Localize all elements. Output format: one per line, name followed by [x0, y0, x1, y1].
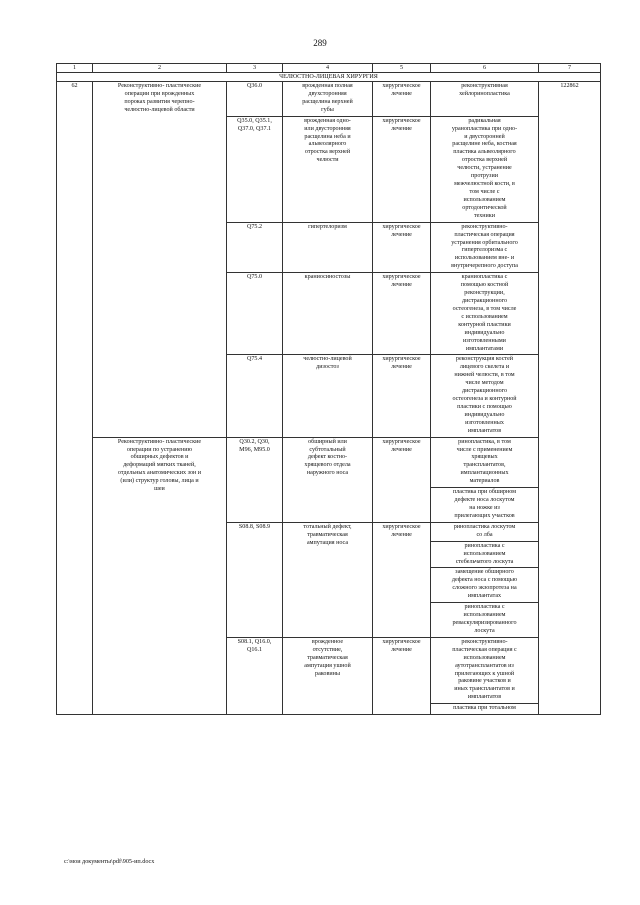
column-number-row [57, 64, 601, 73]
cell-line: операции по устранению [126, 446, 193, 453]
cell-line: шеи [154, 486, 165, 493]
cell-line: раковине участков и [458, 678, 511, 685]
cell-line: и двусторонней [464, 133, 505, 140]
cell-line: обширных дефектов и [130, 454, 189, 461]
cell-line: со лба [476, 531, 493, 538]
cell-line: отсутствие, [312, 646, 343, 653]
cell-line: остеогенеза и контурной [452, 396, 517, 403]
cell-line: стебельчатого лоскута [455, 558, 514, 565]
treatment-method [431, 355, 539, 437]
cell-line: хирургическое [382, 438, 421, 445]
diagnosis-description [283, 82, 373, 117]
cell-line: Q75.2 [246, 223, 263, 230]
cell-line: пластики с помощью [457, 403, 512, 410]
treatment-method [431, 437, 539, 488]
cell-line: материалов [469, 478, 500, 485]
cell-line: числе с применением [456, 446, 513, 453]
cell-line: хирургическое [382, 523, 421, 530]
diagnosis-code [227, 437, 283, 522]
cell-line: челюсти, устранение [457, 165, 512, 172]
cell-line: отростка верхней [461, 157, 508, 164]
cell-line: дизостоз [316, 364, 339, 371]
cell-line: ортодонтической [462, 204, 507, 211]
column-number-5: 5 [373, 64, 431, 73]
cell-line: челюсти [316, 157, 339, 164]
cell-line: хирургическое [382, 274, 421, 281]
treatment-method [431, 704, 539, 715]
diagnosis-description [283, 116, 373, 222]
cell-line: аутотрансплантатов из [455, 662, 514, 669]
cell-line: пластика при тотальном [453, 705, 516, 712]
cell-line: хирургическое [382, 83, 421, 89]
cell-line: ампутация носа [306, 539, 349, 546]
column-number-6: 6 [431, 64, 539, 73]
cell-line: с использованием [461, 313, 508, 320]
cell-line: Q16.1 [246, 646, 263, 653]
cell-line: Q75.0 [246, 274, 263, 281]
cell-line: расщелина неба и [304, 133, 351, 140]
treatment-method [431, 637, 539, 703]
diagnosis-code [227, 637, 283, 714]
cell-line: Q35.0, Q35.1, [237, 117, 272, 124]
cell-line: имплантатов [467, 427, 502, 434]
diagnosis-code [227, 522, 283, 637]
cell-line: использованием [463, 612, 506, 619]
cell-line: альвеолярного [308, 141, 347, 148]
diagnosis-code [227, 273, 283, 355]
cell-line: дефекта носа с помощью [451, 577, 518, 584]
cell-line: дефекте носа лоскутом [454, 497, 515, 504]
treatment-type [373, 273, 431, 355]
cell-line: Реконструктивно- пластические [117, 83, 202, 89]
cell-line: помощью костной [460, 282, 509, 289]
cell-line: губы [321, 106, 334, 113]
cell-line: использованием [463, 550, 506, 557]
cell-line: реконструкция костей [455, 356, 514, 363]
footer-file-path: c:\мои документы\pdf\905-ип.docx [64, 858, 155, 865]
cell-line: трансплантатов, [463, 462, 506, 469]
cell-line: изготовленными [463, 337, 506, 344]
cell-line: иных трансплантатов и [454, 686, 515, 693]
cell-line: радикальная [468, 117, 501, 124]
cell-line: краниосиностозы [304, 274, 351, 281]
diagnosis-code [227, 222, 283, 273]
cell-line: отдельных анатомических зон и [117, 470, 202, 477]
treatment-type [373, 222, 431, 273]
column-number-1: 1 [57, 64, 93, 73]
cell-line: контурной пластики [458, 321, 511, 328]
cell-line: лечение [391, 446, 412, 453]
diagnosis-description [283, 637, 373, 714]
diagnosis-code [227, 355, 283, 437]
cell-line: хирургическое [382, 117, 421, 124]
cell-line: хрящевых [471, 454, 498, 461]
table-row [57, 82, 601, 117]
treatment-method [431, 568, 539, 603]
cell-line: раковины [315, 670, 340, 677]
cell-line: дистракционного [461, 388, 508, 395]
cell-line: субтотальный [309, 446, 346, 453]
cell-line: ринопластика с [464, 542, 505, 549]
cell-line: (или) структур головы, лица и [120, 478, 199, 485]
cell-line: техники [473, 212, 496, 219]
cell-line: Q37.0, Q37.1 [237, 125, 272, 132]
group-name [93, 82, 227, 438]
cell-line: замещение обширного [455, 569, 514, 576]
cell-line: хрящевого отдела [304, 462, 351, 469]
diagnosis-description [283, 355, 373, 437]
cell-line: хирургическое [382, 356, 421, 363]
cell-line: обширный или [308, 438, 347, 445]
column-number-7: 7 [539, 64, 601, 73]
cell-line: гипертелоризм [308, 223, 347, 230]
cell-line: ринопластика, в том [458, 438, 511, 445]
cell-line: дефект костно- [307, 454, 348, 461]
cell-line: лоскута [474, 627, 495, 634]
diagnosis-code [227, 82, 283, 117]
treatment-method [431, 522, 539, 541]
cell-line: лечение [391, 531, 412, 538]
cell-line: индивидуально [464, 329, 505, 336]
cell-line: хирургическое [382, 638, 421, 645]
cell-line: лечение [391, 282, 412, 289]
cell-line: хирургическое [382, 223, 421, 230]
diagnosis-description [283, 522, 373, 637]
cell-line: использованием [463, 196, 506, 203]
cell-line: нижней челюсти, в том [454, 372, 515, 379]
column-number-4: 4 [283, 64, 373, 73]
cell-line: реконструктивно- [461, 638, 508, 645]
cell-line: врожденная одно- [304, 117, 351, 124]
cell-line: операции при врожденных [124, 90, 195, 97]
cell-line: имплантатах [467, 593, 502, 600]
cell-line: Q36.0 [246, 83, 263, 89]
cell-line: прилегающих участков [454, 512, 515, 519]
cell-line: имплантационных [460, 470, 509, 477]
treatment-type [373, 522, 431, 637]
cell-line: сложного экзопротеза на [452, 585, 517, 592]
cell-line: числе методом [465, 380, 504, 387]
cell-line: ринопластика с [464, 604, 505, 611]
cell-line: пороках развития черепно- [124, 98, 195, 105]
cell-line: лечение [391, 231, 412, 238]
cell-line: деформаций мягких тканей, [123, 462, 196, 469]
cell-line: наружного носа [306, 470, 349, 477]
cell-line: лечение [391, 646, 412, 653]
cell-line: использованием вне- и [454, 255, 515, 262]
cell-line: врожденная полная [302, 83, 353, 89]
table-row [57, 437, 601, 488]
cell-line: том числе с [469, 188, 500, 195]
cell-line: дистракционного [461, 297, 508, 304]
cell-line: пластика альвеолярного [453, 149, 516, 156]
treatment-method [431, 541, 539, 568]
group-name [93, 437, 227, 715]
cell-line: Q30.2, Q30, [239, 438, 270, 445]
cell-line: S08.8, S08.9 [238, 523, 271, 530]
cell-line: ампутация ушной [304, 662, 351, 669]
cell-line: реконструкции, [464, 290, 505, 297]
group-number [57, 82, 93, 715]
cell-line: лицевого скелета и [459, 364, 510, 371]
cell-line: хейлоринопластика [459, 90, 510, 97]
price-value [539, 82, 601, 715]
column-number-2: 2 [93, 64, 227, 73]
cell-line: ринопластика лоскутом [453, 523, 516, 530]
cell-line: гипертелоризма с [461, 247, 508, 254]
treatment-type [373, 82, 431, 117]
treatment-type [373, 116, 431, 222]
cell-line: Реконструктивно- пластические [117, 438, 202, 445]
cell-line: лечение [391, 90, 412, 97]
cell-line: врожденное [311, 638, 344, 645]
section-row [57, 73, 601, 82]
cell-line: изготовленных [465, 419, 504, 426]
cell-line: пластическая операция [454, 231, 515, 238]
column-number-3: 3 [227, 64, 283, 73]
cell-line: прилегающих к ушной [454, 670, 515, 677]
page-number: 289 [313, 38, 327, 48]
cell-line: реваскуляризированного [452, 620, 517, 626]
treatment-method [431, 116, 539, 222]
cell-line: расщелине неба, костная [452, 141, 517, 148]
cell-line: индивидуально [464, 411, 505, 418]
diagnosis-code [227, 116, 283, 222]
cell-line: использованием [463, 654, 506, 661]
section-title: ЧЕЛЮСТНО-ЛИЦЕВАЯ ХИРУРГИЯ [57, 73, 601, 82]
cell-line: межчелюстной кости, в [454, 181, 515, 188]
cell-line: 62 [71, 83, 78, 89]
cell-line: устранения орбитального [451, 239, 518, 246]
treatment-type [373, 637, 431, 714]
treatment-method [431, 222, 539, 273]
diagnosis-description [283, 437, 373, 522]
cell-line: отростка верхней [304, 149, 351, 156]
cell-line: M96, M95.0 [239, 446, 270, 453]
cell-line: остеогенеза, в том числе [452, 305, 517, 312]
treatment-method [431, 488, 539, 523]
cell-line: протрузии [471, 173, 498, 180]
cell-line: пластическая операция с [452, 646, 517, 653]
treatment-method [431, 82, 539, 117]
cell-line: краниопластика с [461, 274, 508, 281]
cell-line: двухсторонняя [308, 90, 347, 97]
cell-line: S08.1, Q16.0, [237, 638, 272, 645]
cell-line: лечение [391, 364, 412, 371]
cell-line: травматическая [307, 531, 348, 538]
cell-line: травматическая [307, 654, 348, 661]
treatment-type [373, 355, 431, 437]
cell-line: расщелина верхней [302, 98, 353, 105]
cell-line: челюстно-лицевой области [124, 106, 195, 113]
cell-line: челюстно-лицевой [303, 356, 352, 363]
cell-line: реконструктивно- [461, 223, 508, 230]
treatment-method [431, 273, 539, 355]
cell-line: или двусторонняя [304, 125, 351, 132]
diagnosis-description [283, 222, 373, 273]
cell-line: внутричерепного доступа [451, 263, 518, 270]
cell-line: тотальный дефект, [303, 523, 352, 530]
cell-line: Q75.4 [246, 356, 263, 363]
cell-line: лечение [391, 125, 412, 132]
cell-line: 122862 [560, 83, 579, 89]
services-table [56, 63, 601, 715]
cell-line: реконструктивная [461, 83, 508, 89]
diagnosis-description [283, 273, 373, 355]
cell-line: пластика при обширном [452, 489, 517, 496]
treatment-type [373, 437, 431, 522]
treatment-method [431, 603, 539, 638]
cell-line: уранопластика при одно- [451, 125, 518, 132]
cell-line: на ножке из [469, 505, 500, 512]
cell-line: имплантатов [467, 694, 502, 701]
cell-line: имплантатами [465, 345, 504, 352]
